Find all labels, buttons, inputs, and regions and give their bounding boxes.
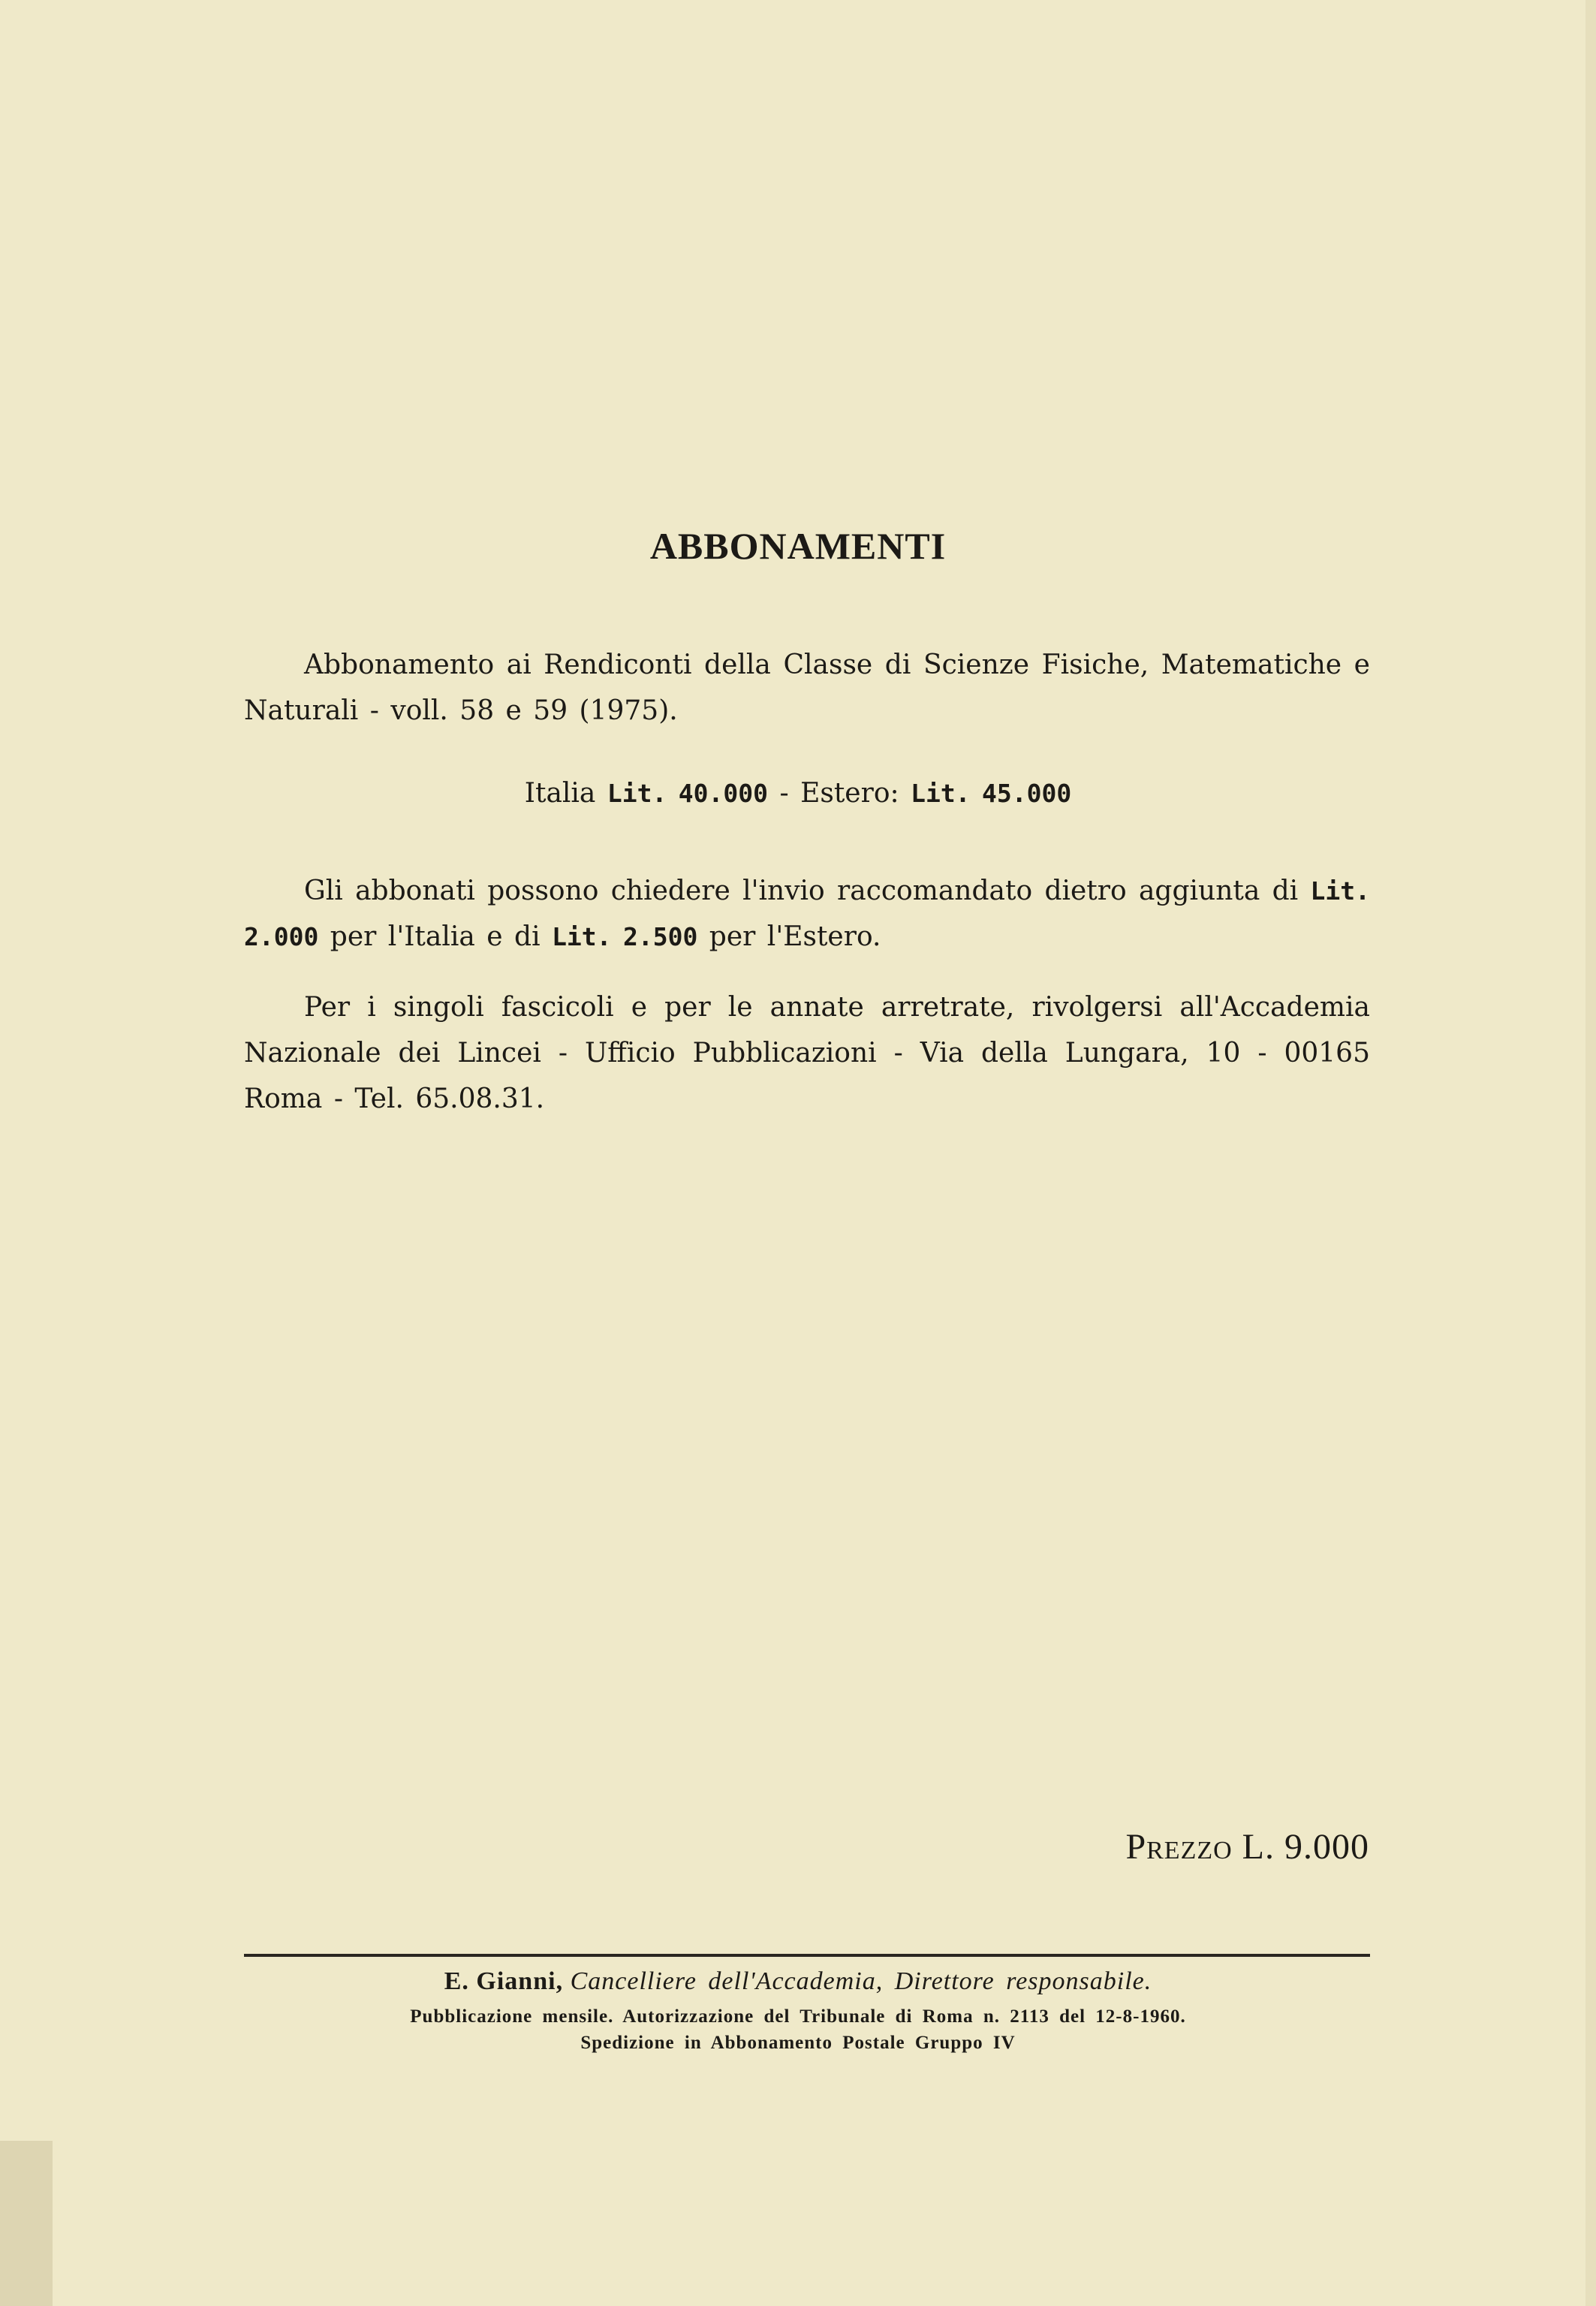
- footer-divider: [244, 1954, 1370, 1957]
- page-edge: [1585, 0, 1596, 2306]
- footer-director-role: Cancelliere dell'Accademia, Direttore responsabile.: [570, 1967, 1152, 1995]
- page-title: ABBONAMENTI: [649, 525, 947, 567]
- footer-director-name: E. Gianni,: [444, 1967, 564, 1995]
- registered-lit-1: Lit.: [1310, 876, 1370, 906]
- cover-price-label: Prezzo: [1125, 1827, 1233, 1867]
- registered-text-end: per l'Estero.: [709, 921, 881, 952]
- cover-price-value: L. 9.000: [1242, 1827, 1369, 1867]
- registered-text-mid: per l'Italia e di: [330, 921, 541, 952]
- registered-lit-2: Lit.: [552, 922, 612, 951]
- price-estero-label: Estero:: [800, 778, 899, 809]
- registered-value-2: 2.500: [623, 922, 698, 951]
- registered-text-start: Gli abbonati possono chiedere l'invio raccomandato dietro aggiunta di: [304, 876, 1299, 906]
- price-estero-lit: Lit.: [911, 779, 971, 808]
- price-estero-value: 45.000: [982, 779, 1072, 808]
- footer-director-line: [0, 1967, 1596, 1996]
- price-italia-label: Italia: [524, 778, 596, 809]
- back-issues-paragraph: [244, 984, 1370, 1122]
- price-line: [0, 778, 1596, 809]
- registered-value-1: 2.000: [244, 922, 319, 951]
- subscription-paragraph: [244, 642, 1370, 734]
- registered-mail-paragraph: [244, 868, 1370, 960]
- footer-publication-info: Pubblicazione mensile. Autorizzazione del Tribunale di Roma n. 2113 del 12-8-1960.: [410, 2006, 1186, 2027]
- cover-price: [1125, 1826, 1369, 1867]
- footer-postal-info: Spedizione in Abbonamento Postale Gruppo IV: [580, 2033, 1016, 2053]
- subscription-text: Abbonamento ai Rendiconti della Classe di Scienze Fisiche, Matematiche e Naturali - voll. 58 e 59 (1975).: [244, 650, 1370, 726]
- back-issues-text: Per i singoli fascicoli e per le annate arretrate, rivolgersi all'Accademia Nazionale dei Lincei - Ufficio Pubblicazioni - Via della Lungara, 10 - 00165 Roma - Tel. 65.08.31.: [244, 992, 1370, 1114]
- price-italia-lit: Lit.: [607, 779, 667, 808]
- price-separator: -: [779, 778, 789, 809]
- price-italia-value: 40.000: [678, 779, 768, 808]
- page-corner-shade: [0, 2141, 53, 2306]
